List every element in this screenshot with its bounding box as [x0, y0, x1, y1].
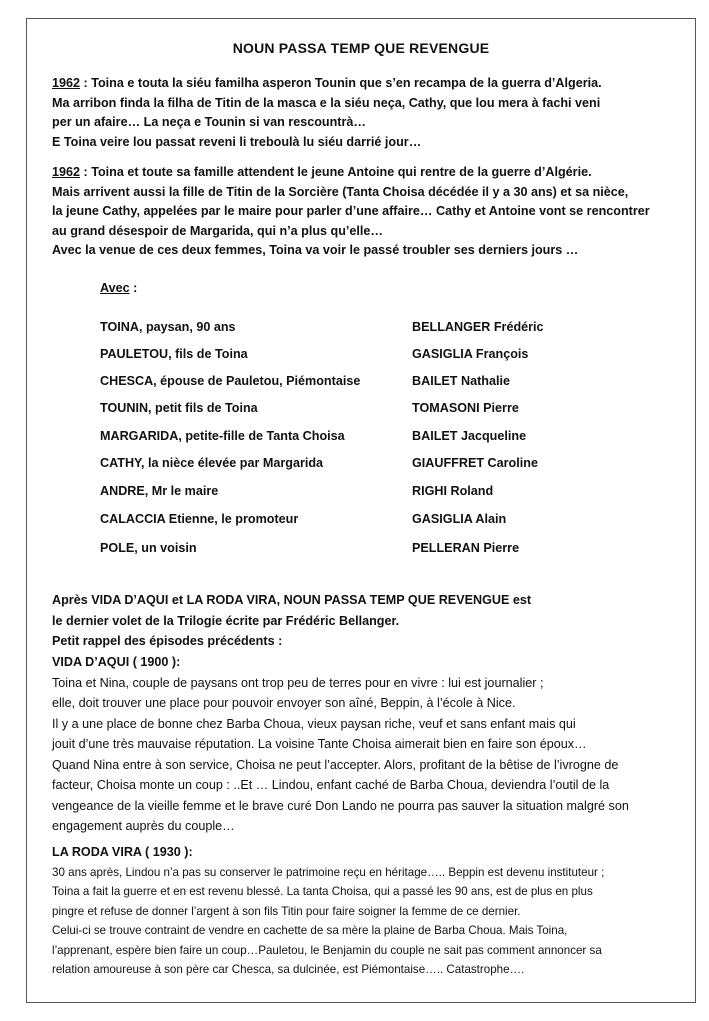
cast-row [0, 429, 709, 449]
cast-actor: PELLERAN Pierre [412, 541, 520, 555]
year-label: 1962 [52, 76, 81, 90]
cast-role: POLE, un voisin [100, 541, 197, 555]
cast-actor: TOMASONI Pierre [412, 401, 519, 415]
cast-actor: BELLANGER Frédéric [412, 320, 544, 334]
roda-line: l’apprenant, espère bien faire un coup…Pauletou, le Benjamin du couple ne sait pas comment annoncer sa [52, 943, 602, 957]
cast-row [0, 320, 709, 340]
intro-french-line: au grand désespoir de Margarida, qui n’a plus qu’elle… [52, 223, 384, 238]
roda-line: pingre et refuse de donner l’argent à son fils Titin pour faire soigner la femme de ce dernier. [52, 904, 521, 918]
vida-line: Toina et Nina, couple de paysans ont trop peu de terres pour en vivre : lui est journalier ; [52, 675, 544, 690]
vida-heading: VIDA D’AQUI ( 1900 ): [52, 655, 181, 669]
intro-french-line: Avec la venue de ces deux femmes, Toina va voir le passé troubler ses derniers jours … [52, 243, 579, 257]
vida-line: facteur, Choisa monte un coup : ..Et … Lindou, enfant caché de Barba Choua, deviendra l’outil de la [52, 778, 610, 792]
cast-row [0, 347, 709, 367]
cast-role: CALACCIA Etienne, le promoteur [100, 512, 299, 526]
vida-line: jouit d’une très mauvaise réputation. La voisine Tante Choisa aimerait bien en faire son époux… [52, 737, 587, 751]
roda-heading: LA RODA VIRA ( 1930 ): [52, 845, 193, 859]
roda-section [52, 842, 692, 980]
page-title: NOUN PASSA TEMP QUE REVENGUE [232, 40, 490, 56]
intro-french-line: la jeune Cathy, appelées par le maire pour parler d’une affaire… Cathy et Antoine vont se rencontrer [52, 204, 650, 218]
intro-nissart-line: E Toina veire lou passat reveni li treboulà lu siéu darrié jour… [52, 134, 422, 149]
vida-line: Quand Nina entre à son service, Choisa ne peut l’accepter. Alors, profitant de la bêtise de l’ivrogne de [52, 757, 619, 772]
intro-nissart-line: 1962 : Toina e touta la siéu familha asperon Tounin que s’en recampa de la guerra d’Algeria. [52, 76, 602, 90]
cast-row [0, 456, 709, 476]
intro-nissart-line: Ma arribon finda la filha de Titin de la masca e la siéu neça, Cathy, que lou mera à fachi veni [52, 95, 601, 110]
cast-actor: GASIGLIA François [412, 347, 529, 361]
cast-row [0, 401, 709, 421]
year-label: 1962 [52, 165, 81, 179]
vida-line: engagement auprès du couple… [52, 819, 235, 833]
roda-line: 30 ans après, Lindou n’a pas su conserver le patrimoine reçu en héritage….. Beppin est devenu instituteur ; [52, 865, 605, 879]
cast-role: CATHY, la nièce élevée par Margarida [100, 456, 324, 470]
roda-line: Toina a fait la guerre et en est revenu blessé. La tanta Choisa, qui a passé les 90 ans, est de plus en plus [52, 885, 593, 898]
cast-role: CHESCA, épouse de Pauletou, Piémontaise [100, 374, 361, 388]
roda-line: relation amoureuse à son père car Chesca, sa dulcinée, est Piémontaise….. Catastrophe…. [52, 963, 525, 976]
vida-line: Il y a une place de bonne chez Barba Choua, vieux paysan riche, veuf et sans enfant mais qui [52, 716, 576, 731]
vida-line: elle, doit trouver une place pour pouvoir envoyer son aîné, Beppin, à l’école à Nice. [52, 696, 516, 710]
cast-actor: GASIGLIA Alain [412, 512, 507, 526]
roda-line: Celui-ci se trouve contraint de vendre en cachette de sa mère la plaine de Barba Choua. Mais Toina, [52, 924, 568, 937]
cast-actor: RIGHI Roland [412, 484, 494, 498]
intro-french-line: Mais arrivent aussi la fille de Titin de la Sorcière (Tanta Choisa décédée il y a 30 ans) et sa nièce, [52, 184, 629, 199]
trilogy-line: le dernier volet de la Trilogie écrite par Frédéric Bellanger. [52, 613, 400, 628]
cast-role: PAULETOU, fils de Toina [100, 347, 248, 361]
cast-actor: BAILET Nathalie [412, 374, 510, 388]
intro-nissart-line: per un afaire… La neça e Tounin si van rescountrà… [52, 115, 366, 129]
trilogy-paragraph [52, 590, 692, 652]
vida-line: vengeance de la vieille femme et le brave curé Don Lando ne pourra pas sauver la situation malgré son [52, 798, 629, 813]
cast-row [0, 541, 709, 561]
intro-nissart-paragraph [52, 74, 682, 152]
cast-role: TOUNIN, petit fils de Toina [100, 401, 258, 415]
cast-heading: Avec : [100, 281, 138, 295]
cast-row [0, 484, 709, 504]
cast-role: TOINA, paysan, 90 ans [100, 320, 236, 334]
cast-actor: GIAUFFRET Caroline [412, 456, 538, 470]
cast-role: ANDRE, Mr le maire [100, 484, 219, 498]
cast-row [0, 374, 709, 394]
intro-french-paragraph [52, 163, 682, 261]
vida-section [52, 652, 692, 837]
cast-role: MARGARIDA, petite-fille de Tanta Choisa [100, 429, 345, 443]
cast-actor: BAILET Jacqueline [412, 429, 527, 443]
cast-row [0, 512, 709, 532]
trilogy-line: Petit rappel des épisodes précédents : [52, 634, 283, 648]
intro-french-line: 1962 : Toina et toute sa famille attendent le jeune Antoine qui rentre de la guerre d’Algérie. [52, 165, 592, 179]
trilogy-line: Après VIDA D’AQUI et LA RODA VIRA, NOUN PASSA TEMP QUE REVENGUE est [52, 593, 532, 607]
